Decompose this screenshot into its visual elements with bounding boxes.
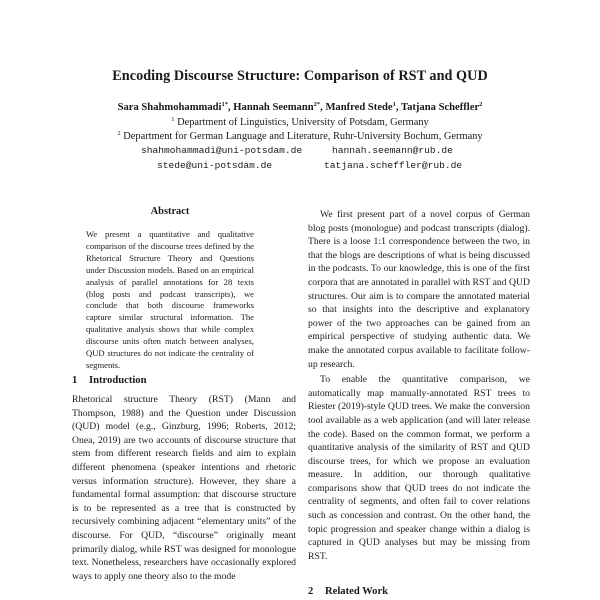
section-heading-related-work <box>308 586 388 597</box>
author-name: Manfred Stede <box>325 102 393 113</box>
author-affiliation-mark: 1* <box>221 101 228 108</box>
right-column-text <box>308 208 530 563</box>
email-stede[interactable]: stede@uni-potsdam.de <box>157 160 273 171</box>
section-number: 2 <box>308 586 314 597</box>
author-separator: , <box>395 102 401 113</box>
corpus-paragraph: We first present part of a novel corpus of German blog posts (monologue) and podcast transcripts (dialog). There is a loose 1:1 correspondence between the two, in that the blogs are descriptions of what is being discussed in the podcasts. To our knowledge, this is one of the first corpora that are annotated in parallel with RST and QUD structures. Our aim is to compare the annotated material so that insights into the descriptive and explanatory power of the two approaches can be gained from an empirical perspective of studying authentic data. We make the annotated corpus available to facilitate follow-up research. <box>308 209 530 370</box>
author-name: Hannah Seemann <box>233 102 314 113</box>
introduction-paragraph: Rhetorical structure Theory (RST) (Mann and Thompson, 1988) and the Question under Discussion (QUD) model (e.g., Ginzburg, 1996; Roberts, 2012; Onea, 2019) are two accounts of discourse structure that stem from different research fields and aim to explain different phenomena (speaker intentions and rhetoric versus information structure). However, they share a fundamental formal assumption: that discourse structure is to be represented as a tree that is constructed by recursively combining adjacent “elementary units” of the discourse. For QUD, “discourse” originally meant primarily dialog, while RST was designed for monologue text. Nonetheless, researchers have occasionally explored ways to apply one theory also to the mode <box>72 394 296 582</box>
affiliation-text: Department of Linguistics, University of Potsdam, Germany <box>174 117 429 128</box>
section-title: Introduction <box>89 375 147 386</box>
affiliation-mark: 2 <box>117 130 121 137</box>
comparison-paragraph: To enable the quantitative comparison, we automatically map manually-annotated RST trees to Riester (2019)-style QUD trees. We make the conversion tool available as a web application (and will later release the code). Based on the common format, we perform a quantitative analysis of the similarity of RST and QUD discourse trees, for which we propose an evaluation measure. In addition, our thorough qualitative comparisons show that QUD trees do not indicate the centrality of segments, and often fail to cover relations such as concession and contrast. On the other hand, the topic progression and speaker change within a dialog is captured in QUD analyses but may be missing from RST. <box>308 374 530 562</box>
author-list <box>0 101 600 113</box>
affiliation-2 <box>0 130 600 142</box>
section-title: Related Work <box>325 586 389 597</box>
affiliation-text: Department for German Language and Literature, Ruhr-University Bochum, Germany <box>120 131 483 142</box>
affiliation-1 <box>0 116 600 128</box>
paper-title: Encoding Discourse Structure: Comparison of RST and QUD <box>112 68 488 84</box>
author-separator: , <box>227 102 234 113</box>
author-name: Sara Shahmohammadi <box>117 102 222 113</box>
email-seemann[interactable]: hannah.seemann@rub.de <box>332 145 453 156</box>
affiliation-mark: 1 <box>171 116 175 123</box>
email-shahmohammadi[interactable]: shahmohammadi@uni-potsdam.de <box>141 145 303 156</box>
abstract-text: We present a quantitative and qualitative comparison of the discourse trees defined by the Rhetorical Structure Theory and Questions under Discussion models. Based on an empirical analysis of parallel annotations for 28 texts (blog posts and podcast transcripts), we conclude that both discourse frameworks capture similar structural information. The qualitative analysis shows that while complex discourse units often match between analyses, QUD structures do not indicate the centrality of segments. <box>86 229 254 370</box>
author-affiliation-mark: 2* <box>313 101 321 108</box>
author-affiliation-mark: 1 <box>392 101 396 108</box>
email-scheffler[interactable]: tatjana.scheffler@rub.de <box>324 160 463 171</box>
author-name: Tatjana Scheffler <box>400 102 480 113</box>
abstract-heading: Abstract <box>150 206 190 217</box>
section-heading-introduction <box>72 375 147 386</box>
author-affiliation-mark: 2 <box>479 101 483 108</box>
section-number: 1 <box>72 375 78 386</box>
author-separator: , <box>320 102 326 113</box>
